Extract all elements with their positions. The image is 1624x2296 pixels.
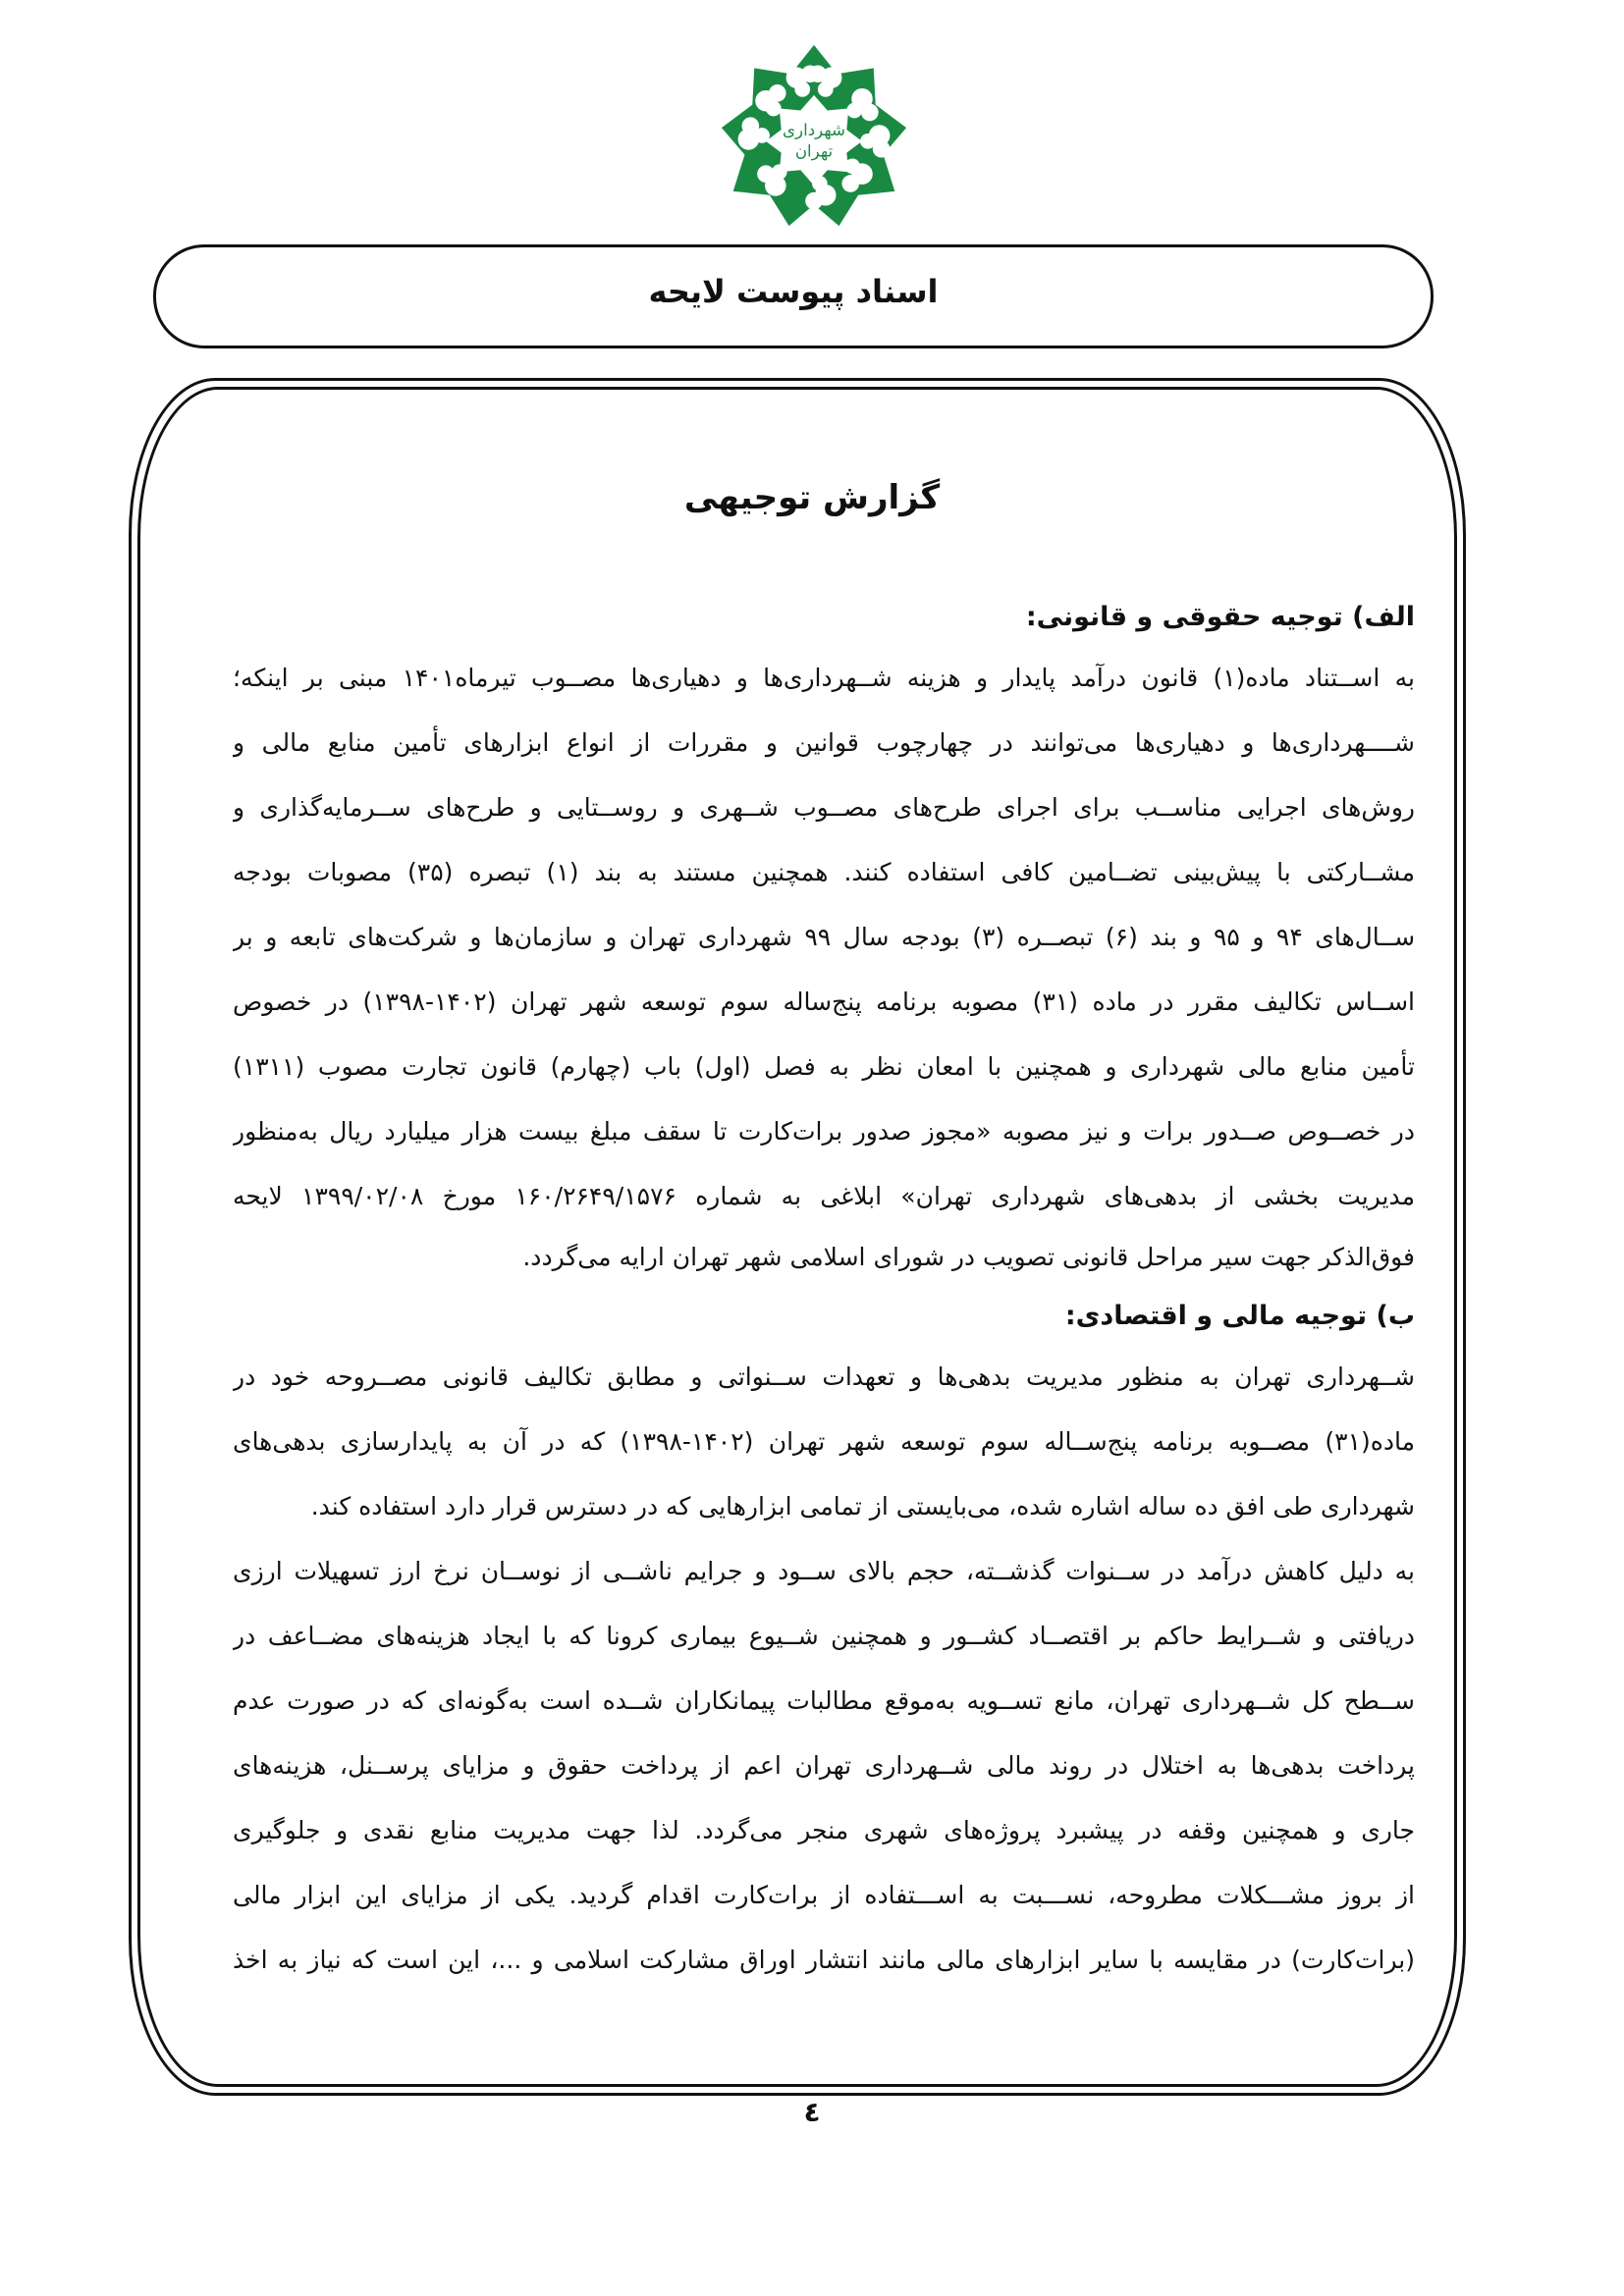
section-a-line: فوق‌الذکر جهت سیر مراحل قانونی تصویب در شورای اسلامی شهر تهران ارایه می‌گردد.	[522, 1243, 1415, 1271]
section-a-line: مدیریت بخشی از بدهی‌های شهرداری تهران» ابلاغی به شماره ۱۶۰/۲۶۴۹/۱۵۷۶ مورخ ۱۳۹۹/۰۲/۰۸ لایحه	[233, 1182, 1415, 1210]
section-a-line: تأمین منابع مالی شهرداری و همچنین با امعان نظر به فصل (اول) باب (چهارم) قانون تجارت مصوب (۱۳۱۱)	[233, 1052, 1415, 1081]
header-title: اسناد پیوست لایحه	[648, 273, 939, 310]
section-b-line: (برات‌کارت) در مقایسه با سایر ابزارهای مالی مانند انتشار اوراق مشارکت اسلامی و ...، این است که نیاز به اخذ	[233, 1946, 1415, 1974]
section-a-line: به اســتناد ماده(۱) قانون درآمد پایدار و هزینه شــهرداری‌ها و دهیاری‌ها مصــوب تیرماه۱۴۰۱ مبنی بر اینکه؛	[233, 664, 1415, 692]
section-a-line: روش‌های اجرایی مناســب برای اجرای طرح‌های مصــوب شــهری و روســتایی و طرح‌های ســرمایه‌گذاری و	[233, 793, 1415, 822]
section-a-line: اســاس تکالیف مقرر در ماده (۳۱) مصوبه برنامه پنج‌ساله سوم توسعه شهر تهران (۱۴۰۲-۱۳۹۸) در خصوص	[233, 988, 1415, 1016]
section-a-line: شــــهرداری‌ها و دهیاری‌ها می‌توانند در چهارچوب قوانین و مقررات از انواع ابزارهای تأمین منابع مالی و	[233, 728, 1415, 757]
section-b-line: ماده(۳۱) مصــوبه برنامه پنج‌ســاله سوم توسعه شهر تهران (۱۴۰۲-۱۳۹۸) که در آن به پایدارسازی بدهی‌های	[233, 1427, 1415, 1456]
section-b-line: شــهرداری تهران به منظور مدیریت بدهی‌ها و تعهدات ســنواتی و مطابق تکالیف قانونی مصــروحه خود در	[233, 1362, 1415, 1391]
section-b-line: دریافتی و شــرایط حاکم بر اقتصــاد کشــور و همچنین شــیوع بیماری کرونا که با ایجاد هزینه‌های مضــاعف در	[233, 1622, 1415, 1650]
municipality-logo	[718, 37, 910, 234]
section-b-line: به دلیل کاهش درآمد در ســنوات گذشــته، حجم بالای ســود و جرایم ناشــی از نوســان نرخ ارز تسهیلات ارزی	[233, 1557, 1415, 1585]
section-a-line: مشــارکتی با پیش‌بینی تضــامین کافی استفاده کنند. همچنین مستند به بند (۱) تبصره (۳۵) مصوبات بودجه	[233, 858, 1415, 886]
report-title: گزارش توجیهی	[683, 478, 941, 517]
section-b-line: از بروز مشـــکلات مطروحه، نســـبت به اســـتفاده از برات‌کارت اقدام گردید. یکی از مزایای این ابزار مالی	[233, 1881, 1415, 1909]
section-b-line: جاری و همچنین وقفه در پیشبرد پروژه‌های شهری منجر می‌گردد. لذا جهت مدیریت منابع نقدی و جلوگیری	[233, 1816, 1415, 1844]
logo-text-2: تهران	[794, 141, 834, 161]
section-a-heading: الف) توجیه حقوقی و قانونی:	[1025, 602, 1415, 632]
tehran-municipality-emblem-icon	[718, 37, 910, 234]
section-a-line: ســال‌های ۹۴ و ۹۵ و بند (۶) تبصــره (۳) بودجه سال ۹۹ شهرداری تهران و سازمان‌ها و شرکت‌های تابعه و بر	[233, 923, 1415, 951]
logo-text-1: شهرداری	[783, 121, 845, 139]
section-b-line: شهرداری طی افق ده ساله اشاره شده، می‌بایستی از تمامی ابزارهایی که در دسترس قرار دارد استفاده کند.	[310, 1492, 1415, 1521]
section-b-line: پرداخت بدهی‌ها به اختلال در روند مالی شــهرداری تهران اعم از پرداخت حقوق و مزایای پرســنل، هزینه‌های	[233, 1751, 1415, 1780]
page-number: ٤	[803, 2096, 821, 2128]
header-box	[153, 244, 1434, 348]
section-b-line: ســطح کل شــهرداری تهران، مانع تســویه به‌موقع مطالبات پیمانکاران شــده است به‌گونه‌ای که در صورت عدم	[233, 1686, 1415, 1715]
section-a-line: در خصــوص صــدور برات و نیز مصوبه «مجوز صدور برات‌کارت تا سقف مبلغ بیست هزار میلیارد ریال به‌منظور	[233, 1117, 1415, 1146]
section-b-heading: ب) توجیه مالی و اقتصادی:	[1064, 1301, 1415, 1331]
report-body	[233, 589, 1415, 1993]
